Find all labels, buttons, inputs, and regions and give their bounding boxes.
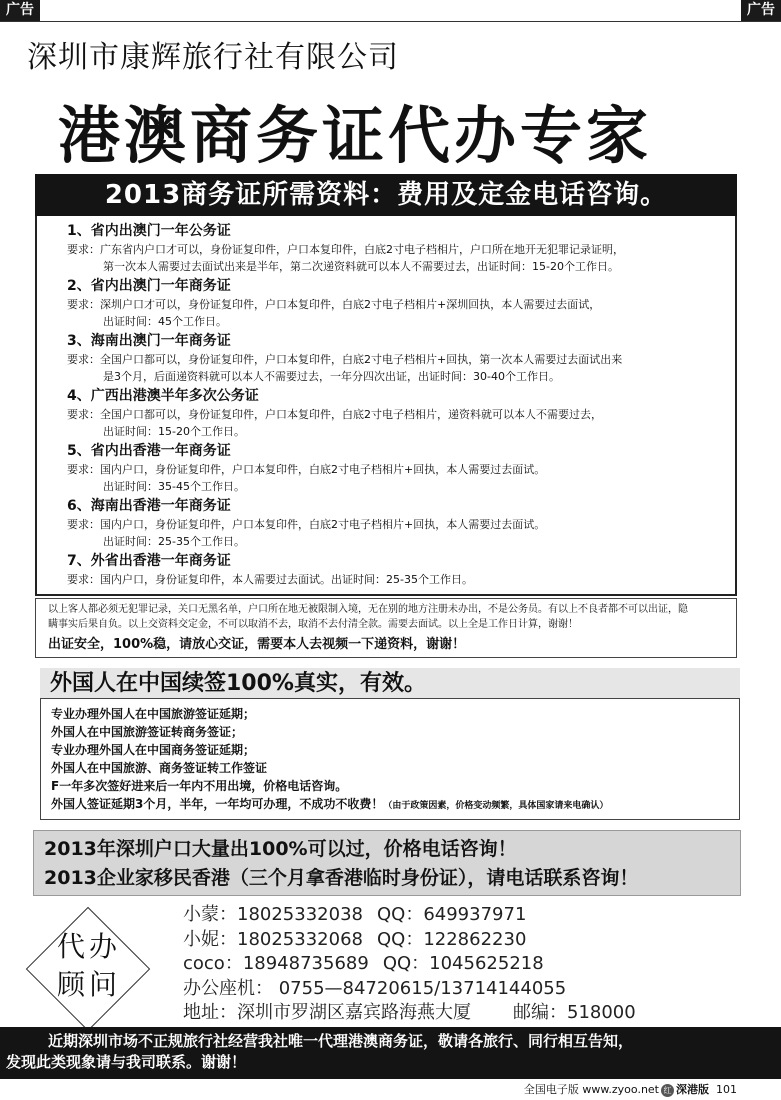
page-number: 101 — [716, 1083, 737, 1096]
contact-name: 小妮： — [183, 928, 237, 950]
foreign-visa-item: 外国人在中国旅游、商务签证转工作签证 — [51, 761, 268, 775]
advisor-label-top: 代办 — [56, 930, 121, 963]
ad-label-right: 广告 — [741, 0, 781, 21]
certificate-title: 2、省内出澳门一年商务证 — [67, 278, 231, 294]
postcode: 邮编：518000 — [513, 1002, 636, 1023]
certificate-requirement: 要求：全国户口都可以，身份证复印件，户口本复印件，白底2寸电子档相片+回执，第一次本人需要过去面试出来 — [67, 353, 623, 366]
certificate-item — [67, 552, 719, 588]
top-divider — [0, 21, 781, 22]
certificate-requirement: 要求：广东省内户口才可以，身份证复印件，户口本复印件，白底2寸电子档相片，户口所在地开无犯罪记录证明， — [67, 243, 624, 256]
certificate-requirement: 出证时间：15-20个工作日。 — [103, 425, 245, 438]
contact-qq-label: QQ： — [376, 928, 424, 950]
page-footer — [524, 1083, 737, 1097]
advisor-label — [50, 928, 128, 1004]
certificate-requirement: 是3个月，后面递资料就可以本人不需要过去，一年分四次出证，出证时间：30-40个工作日。 — [103, 370, 560, 383]
foreign-visa-item — [51, 795, 729, 815]
contact-name: coco： — [183, 953, 243, 974]
certificate-requirement: 要求：深圳户口才可以，身份证复印件，户口本复印件，白底2寸电子档相片+深圳回执，本人需要过去面试， — [67, 298, 601, 311]
footer-section: 深港版 — [676, 1083, 709, 1096]
hukou-promo-line: 2013年深圳户口大量出100%可以过，价格电话咨询！ — [44, 838, 517, 860]
contact-row — [183, 952, 636, 977]
contact-row — [183, 903, 636, 928]
foreign-visa-item: 专业办理外国人在中国旅游签证延期； — [51, 707, 256, 721]
ad-label-left: 广告 — [0, 0, 40, 21]
notice-box — [35, 598, 737, 658]
certificate-requirement: 出证时间：45个工作日。 — [103, 315, 227, 328]
certificate-requirement: 要求：国内户口，身份证复印件，户口本复印件，白底2寸电子档相片+回执，本人需要过去面试。 — [67, 518, 546, 531]
certificate-title: 1、省内出澳门一年公务证 — [67, 223, 231, 239]
publication-logo-icon: 红 — [661, 1084, 674, 1097]
address-row — [183, 1001, 636, 1026]
address: 地址：深圳市罗湖区嘉宾路海燕大厦 — [183, 1002, 471, 1023]
foreign-visa-last-item: 外国人签证延期3个月，半年，一年均可办理，不成功不收费！ — [51, 797, 384, 811]
notice-emphasis: 出证安全，100%稳，请放心交证，需要本人去视频一下递资料，谢谢！ — [48, 637, 466, 652]
requirements-box — [35, 216, 737, 596]
headline: 港澳商务证代办专家 — [58, 99, 653, 172]
hukou-promo-box — [33, 830, 741, 896]
company-name: 深圳市康辉旅行社有限公司 — [27, 40, 399, 75]
footer-edition: 全国电子版 www.zyoo.net — [523, 1083, 659, 1096]
contact-qq[interactable]: 1045625218 — [429, 953, 544, 974]
contact-qq[interactable]: 122862230 — [423, 928, 527, 950]
contact-qq-label: QQ： — [376, 904, 424, 925]
certificate-item — [67, 222, 719, 275]
office-phone: 办公座机： 0755—84720615/13714144055 — [183, 977, 567, 999]
requirements-banner: 2013商务证所需资料：费用及定金电话咨询。 — [35, 174, 737, 216]
certificate-requirement: 要求：国内户口，身份证复印件，户口本复印件，白底2寸电子档相片+回执，本人需要过去面试。 — [67, 463, 546, 476]
certificate-title: 3、海南出澳门一年商务证 — [67, 333, 231, 349]
certificate-title: 7、外省出香港一年商务证 — [67, 553, 231, 569]
certificate-title: 4、广西出港澳半年多次公务证 — [67, 388, 259, 404]
certificate-requirement: 出证时间：25-35个工作日。 — [103, 535, 245, 548]
certificate-title: 5、省内出香港一年商务证 — [67, 443, 231, 459]
bottom-notice — [0, 1027, 781, 1079]
contact-list — [183, 903, 636, 1026]
certificate-requirement: 第一次本人需要过去面试出来是半年，第二次递资料就可以本人不需要过去，出证时间：15-20个工作日。 — [103, 260, 619, 273]
certificate-item — [67, 277, 719, 330]
certificate-requirement: 要求：全国户口都可以，身份证复印件，户口本复印件，白底2寸电子档相片，递资料就可以本人不需要过去， — [67, 408, 602, 421]
contact-qq-label: QQ： — [382, 953, 430, 974]
contact-row — [183, 928, 636, 953]
foreign-visa-item: 外国人在中国旅游签证转商务签证； — [51, 725, 244, 739]
foreign-visa-item: 专业办理外国人在中国商务签证延期； — [51, 743, 256, 757]
contact-name: 小蒙： — [183, 904, 237, 925]
notice-line: 瞒事实后果自负。以上交资料交定金，不可以取消不去，取消不去付清全款。需要去面试。以上全是工作日计算，谢谢！ — [48, 619, 578, 630]
contact-phone[interactable]: 18025332038 — [237, 904, 363, 925]
certificate-item — [67, 387, 719, 440]
bottom-notice-line: 发现此类现象请与我司联系。谢谢！ — [6, 1053, 247, 1071]
certificate-requirement: 要求：国内户口，身份证复印件，本人需要过去面试。出证时间：25-35个工作日。 — [67, 573, 473, 586]
certificate-item — [67, 442, 719, 495]
notice-line: 以上客人都必须无犯罪记录，关口无黑名单，户口所在地无被限制入境，无在别的地方注册未办出，不是公务员。有以上不良者都不可以出证，隐 — [48, 604, 688, 615]
hukou-promo-line: 2013企业家移民香港（三个月拿香港临时身份证），请电话联系咨询！ — [44, 867, 639, 889]
contact-phone[interactable]: 18025332068 — [237, 928, 363, 950]
contact-phone[interactable]: 18948735689 — [242, 953, 369, 974]
foreign-visa-item: F一年多次签好进来后一年内不用出境，价格电话咨询。 — [51, 779, 348, 793]
certificate-title: 6、海南出香港一年商务证 — [67, 498, 231, 514]
contact-qq[interactable]: 649937971 — [423, 904, 527, 925]
foreign-visa-title: 外国人在中国续签100%真实，有效。 — [40, 668, 740, 699]
bottom-notice-line: 近期深圳市场不正规旅行社经营我社唯一代理港澳商务证，敬请各旅行、同行相互告知， — [48, 1032, 634, 1050]
certificate-item — [67, 332, 719, 385]
foreign-visa-note: （由于政策因素，价格变动频繁，具体国家请来电确认） — [383, 801, 609, 811]
certificate-item — [67, 497, 719, 550]
foreign-visa-box — [40, 698, 740, 820]
advisor-label-bottom: 顾问 — [56, 968, 121, 1001]
certificate-requirement: 出证时间：35-45个工作日。 — [103, 480, 245, 493]
